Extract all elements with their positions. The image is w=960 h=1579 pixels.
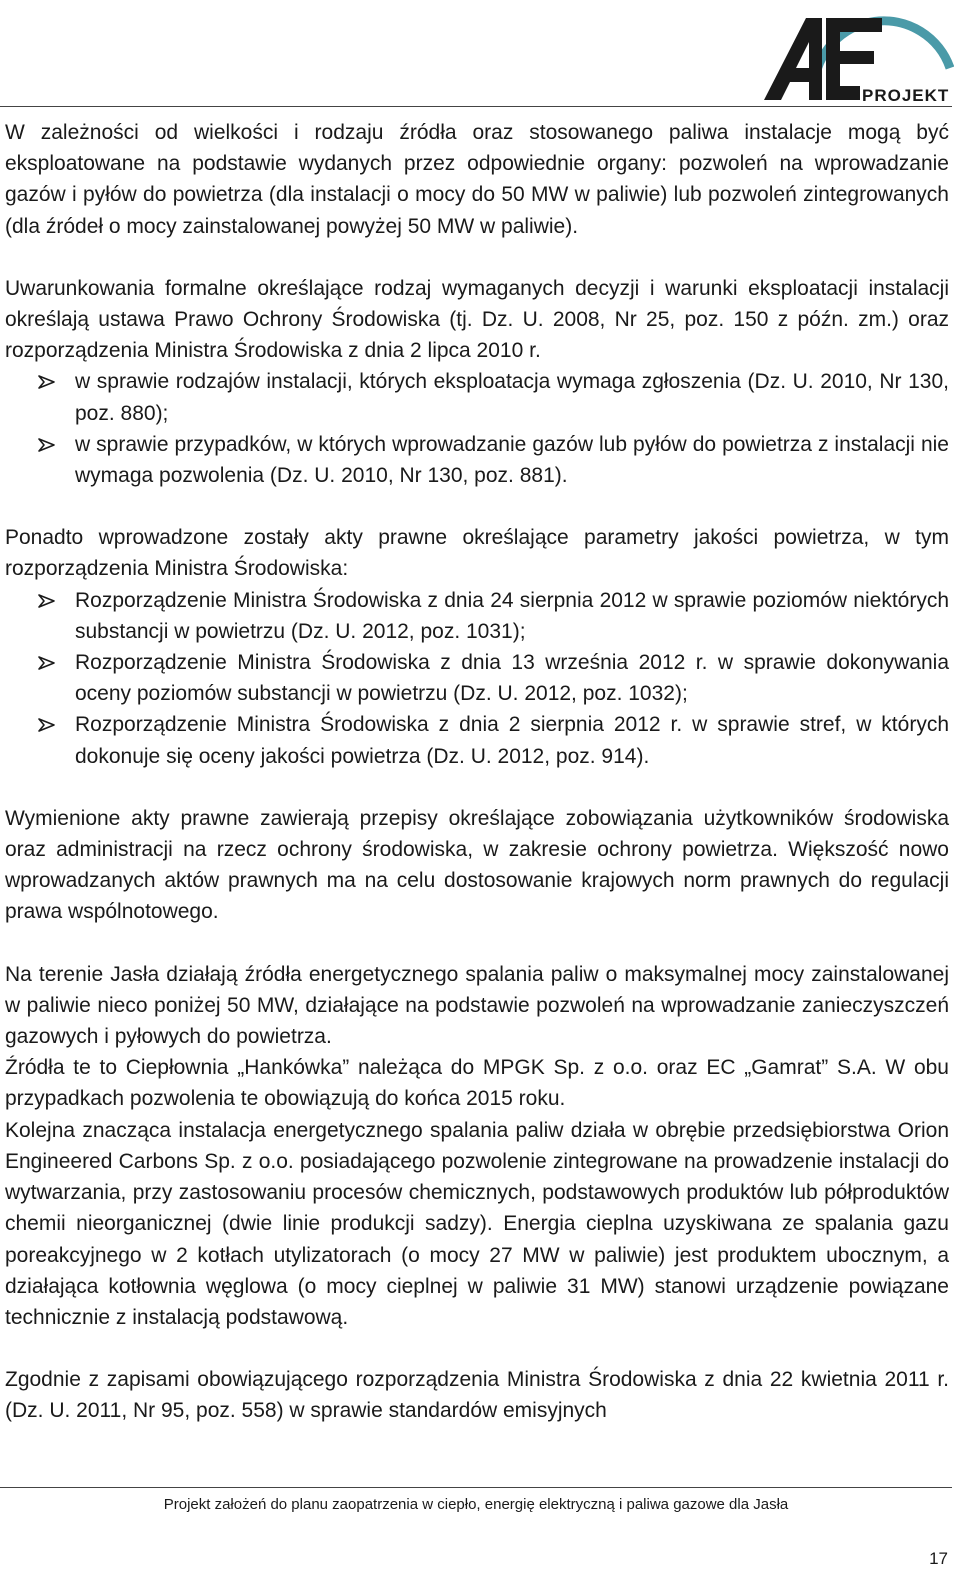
list-item-text: Rozporządzenie Ministra Środowiska z dnia 2 sierpnia 2012 r. w sprawie stref, w których dokonuje się oceny jakości powietrza (Dz. U. 2012, poz. 914). bbox=[75, 713, 949, 768]
arrow-bullet-icon bbox=[38, 594, 55, 608]
regulations-list-2012 bbox=[5, 585, 949, 772]
list-item bbox=[5, 366, 949, 428]
list-item-text: Rozporządzenie Ministra Środowiska z dnia 24 sierpnia 2012 w sprawie poziomów niektórych substancji w powietrzu (Dz. U. 2012, poz. 1031); bbox=[75, 588, 949, 643]
regulations-list-2010 bbox=[5, 366, 949, 491]
list-item-text: Rozporządzenie Ministra Środowiska z dnia 13 września 2012 r. w sprawie dokonywania oceny poziomów substancji w powietrzu (Dz. U. 2012, poz. 1032); bbox=[75, 651, 949, 706]
list-item bbox=[5, 585, 949, 647]
logo-letter-a bbox=[764, 18, 822, 100]
paragraph-emission-standards: Zgodnie z zapisami obowiązującego rozporządzenia Ministra Środowiska z dnia 22 kwietnia 2011 r. (Dz. U. 2011, Nr 95, poz. 558) w sprawie standardów emisyjnych bbox=[5, 1368, 949, 1423]
list-item-text: w sprawie rodzajów instalacji, których eksploatacja wymaga zgłoszenia (Dz. U. 2010, Nr 130, poz. 880); bbox=[75, 370, 949, 425]
footer-rule bbox=[0, 1487, 952, 1488]
arrow-bullet-icon bbox=[38, 438, 55, 452]
paragraph-orion: Kolejna znacząca instalacja energetycznego spalania paliw działa w obrębie przedsiębiorstwa Orion Engineered Carbons Sp. z o.o. posiadającego pozwolenie zintegrowane na prowadzenie instalacji do wytwarzania, przy zastosowaniu procesów chemicznych, podstawowych produktów lub półproduktów chemii nieorganicznej (dwie linie produkcji sadzy). Energia cieplna uzyskiwana ze spalania gazu poreakcyjnego w 2 kotłach utylizatorach (o mocy 27 MW w paliwie) jest produktem ubocznym, a działająca kotłownia węglowa (o mocy cieplnej w paliwie 31 MW) stanowi urządzenie powiązane technicznie z instalacją podstawową. bbox=[5, 1118, 949, 1329]
header-rule bbox=[0, 106, 952, 107]
footer-title: Projekt założeń do planu zaopatrzenia w ciepło, energię elektryczną i paliwa gazowe dla Jasła bbox=[163, 1496, 789, 1513]
paragraph-permits: W zależności od wielkości i rodzaju źródła oraz stosowanego paliwa instalacje mogą być eksploatowane na podstawie wydanych przez odpowiednie organy: pozwoleń na wprowadzanie gazów i pyłów do powietrza (dla instalacji o mocy do 50 MW w paliwie) lub pozwoleń zintegrowanych (dla źródeł o mocy zainstalowanej powyżej 50 MW w paliwie). bbox=[5, 121, 949, 238]
paragraph-obligations: Wymienione akty prawne zawierają przepisy określające zobowiązania użytkowników środowiska oraz administracji na rzecz ochrony środowiska, w zakresie ochrony powietrza. Większość nowo wprowadzanych aktów prawnych ma na celu dostosowanie krajowych norm prawnych do regulacji prawa wspólnotowego. bbox=[5, 806, 949, 924]
paragraph-jaslo-sources: Na terenie Jasła działają źródła energetycznego spalania paliw o maksymalnej mocy zainstalowanej w paliwie nieco poniżej 50 MW, działające na podstawie pozwoleń na wprowadzanie zanieczyszczeń gazowych i pyłowych do powietrza. bbox=[5, 962, 949, 1049]
arrow-bullet-icon bbox=[38, 656, 55, 670]
list-item bbox=[5, 429, 949, 491]
arrow-bullet-icon bbox=[38, 718, 55, 732]
list-item bbox=[5, 647, 949, 709]
list-item bbox=[5, 709, 949, 771]
page-number: 17 bbox=[929, 1549, 948, 1568]
paragraph-air-quality-acts: Ponadto wprowadzone zostały akty prawne określające parametry jakości powietrza, w tym rozporządzenia Ministra Środowiska: bbox=[5, 526, 949, 581]
document-body bbox=[5, 117, 949, 1427]
logo-text: PROJEKT bbox=[862, 86, 950, 104]
paragraph-heating-plants: Źródła te to Ciepłownia „Hankówka” należąca do MPGK Sp. z o.o. oraz EC „Gamrat” S.A. W obu przypadkach pozwolenia te obowiązują do końca 2015 roku. bbox=[5, 1056, 949, 1111]
paragraph-formal-conditions: Uwarunkowania formalne określające rodzaj wymaganych decyzji i warunki eksploatacji instalacji określają ustawa Prawo Ochrony Środowiska (tj. Dz. U. 2008, Nr 25, poz. 150 z późn. zm.) oraz rozporządzenia Ministra Środowiska z dnia 2 lipca 2010 r. bbox=[5, 276, 949, 363]
list-item-text: w sprawie przypadków, w których wprowadzanie gazów lub pyłów do powietrza z instalacji nie wymaga pozwolenia (Dz. U. 2010, Nr 130, poz. 881). bbox=[75, 432, 949, 488]
company-logo bbox=[762, 2, 954, 104]
arrow-bullet-icon bbox=[38, 375, 55, 389]
